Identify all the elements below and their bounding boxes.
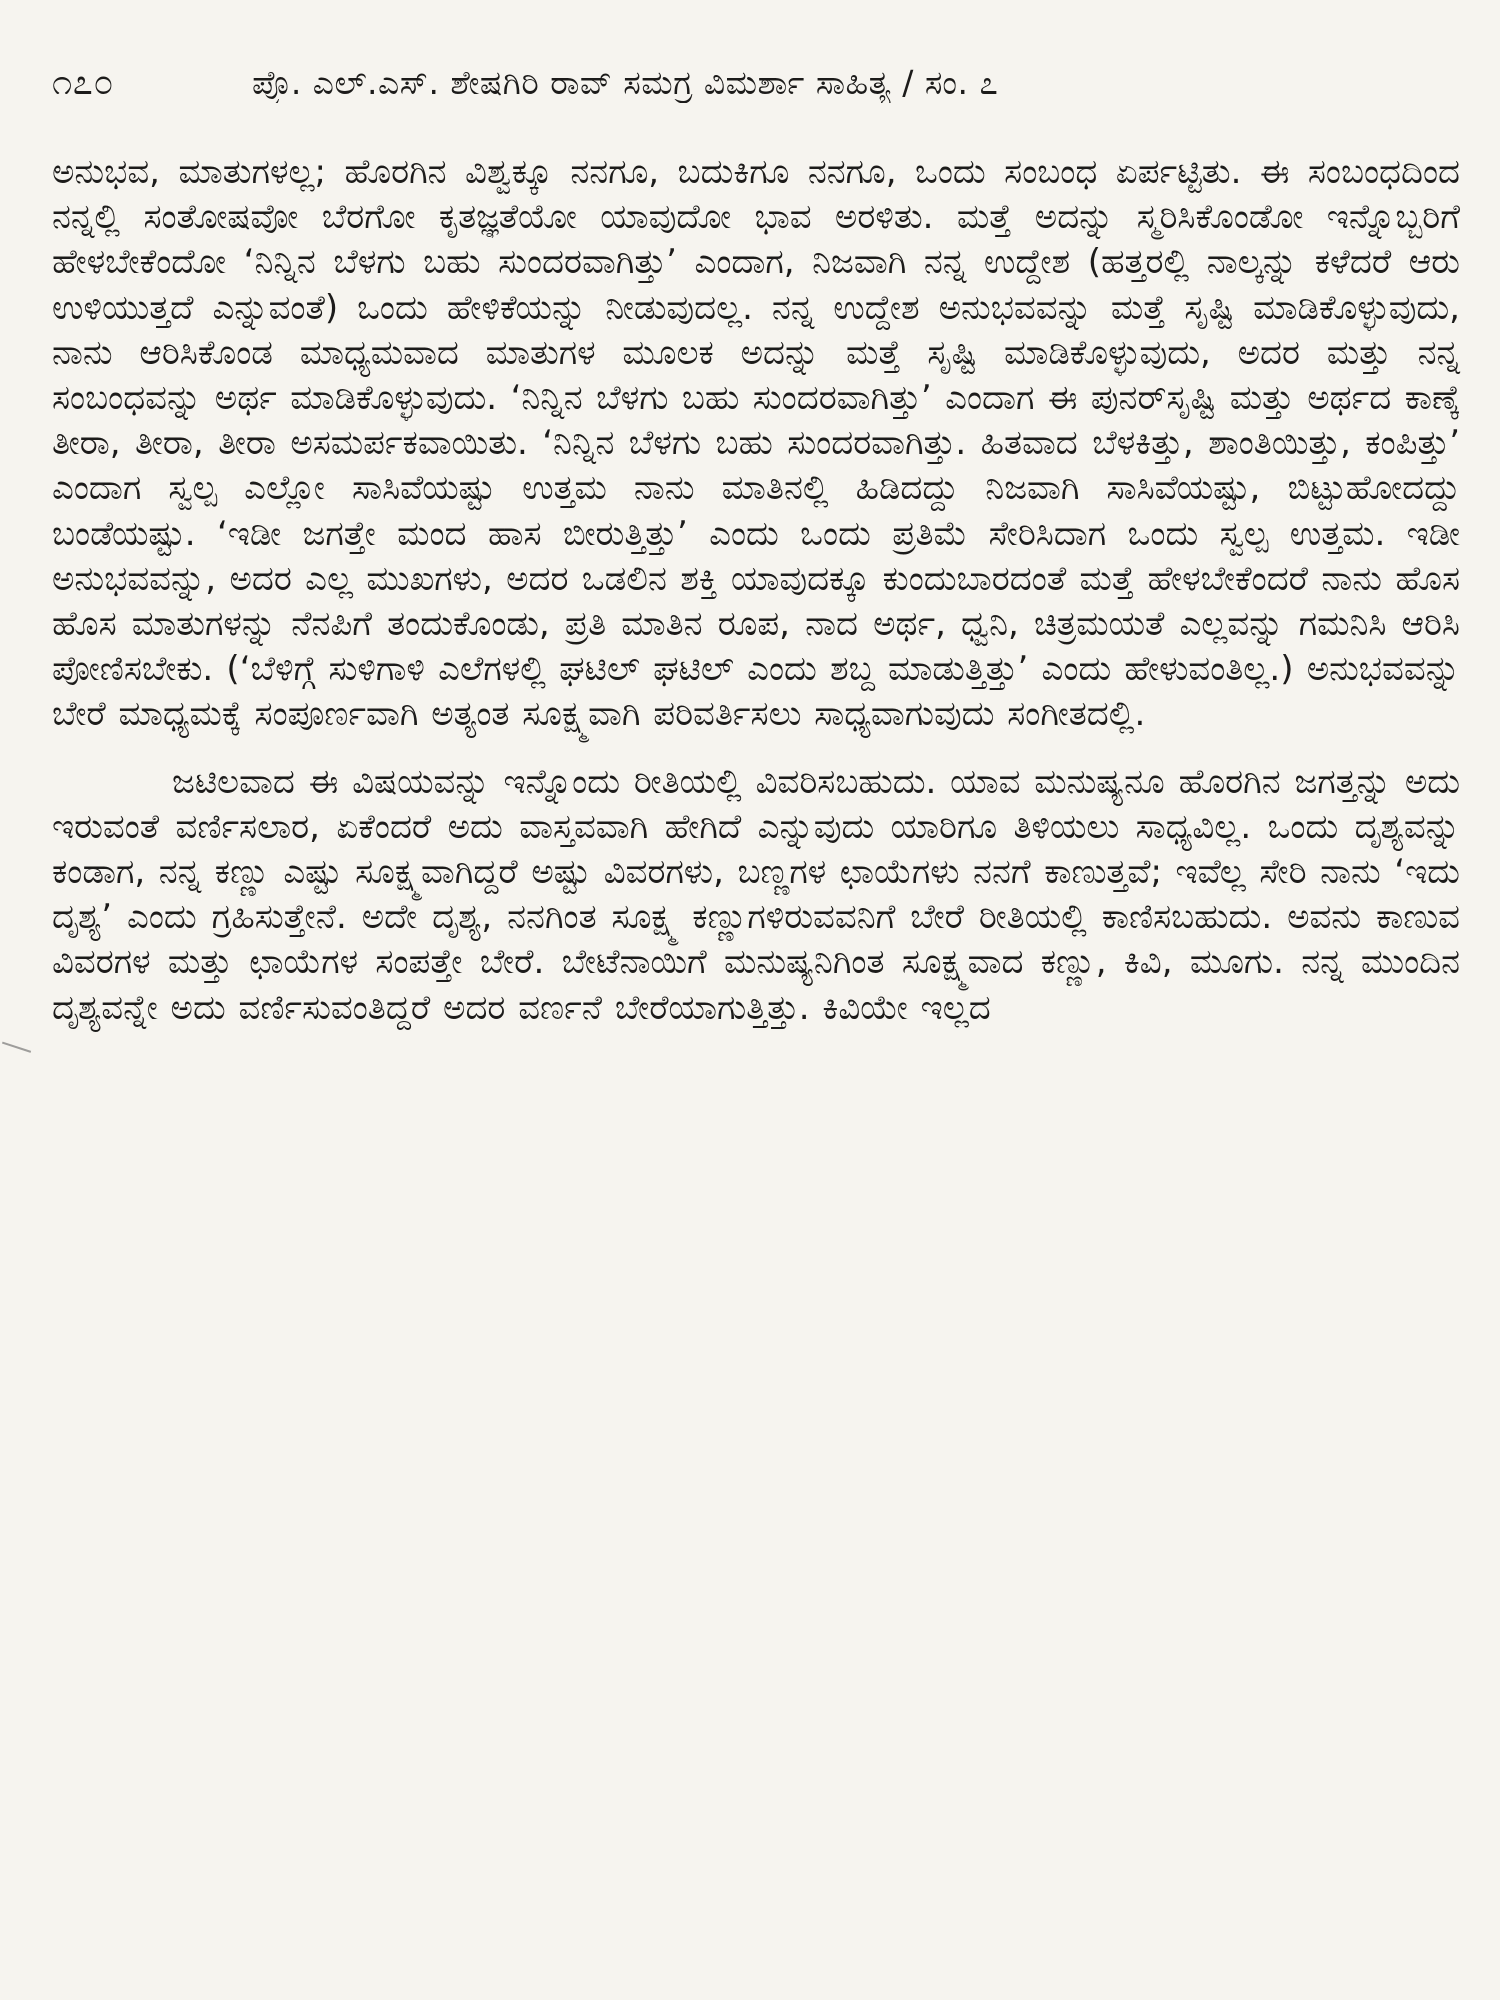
book-title: ಪ್ರೊ. ಎಲ್.ಎಸ್. ಶೇಷಗಿರಿ ರಾವ್ ಸಮಗ್ರ ವಿಮರ್ಶಾ ಸಾಹಿತ್ಯ / ಸಂ. ೭ [252,63,999,102]
body-text [52,150,1460,1031]
paragraph-2: ಜಟಿಲವಾದ ಈ ವಿಷಯವನ್ನು ಇನ್ನೊಂದು ರೀತಿಯಲ್ಲಿ ವಿವರಿಸಬಹುದು. ಯಾವ ಮನುಷ್ಯನೂ ಹೊರಗಿನ ಜಗತ್ತನ್ನು ಅದು ಇರುವಂತೆ ವರ್ಣಿಸಲಾರ, ಏಕೆಂದರೆ ಅದು ವಾಸ್ತವವಾಗಿ ಹೇಗಿದೆ ಎನ್ನುವುದು ಯಾರಿಗೂ ತಿಳಿಯಲು ಸಾಧ್ಯವಿಲ್ಲ. ಒಂದು ದೃಶ್ಯವನ್ನು ಕಂಡಾಗ, ನನ್ನ ಕಣ್ಣು ಎಷ್ಟು ಸೂಕ್ಷ್ಮವಾಗಿದ್ದರೆ ಅಷ್ಟು ವಿವರಗಳು, ಬಣ್ಣಗಳ ಛಾಯೆಗಳು ನನಗೆ ಕಾಣುತ್ತವೆ; ಇವೆಲ್ಲ ಸೇರಿ ನಾನು ‘ಇದು ದೃಶ್ಯ’ ಎಂದು ಗ್ರಹಿಸುತ್ತೇನೆ. ಅದೇ ದೃಶ್ಯ, ನನಗಿಂತ ಸೂಕ್ಷ್ಮ ಕಣ್ಣುಗಳಿರುವವನಿಗೆ ಬೇರೆ ರೀತಿಯಲ್ಲಿ ಕಾಣಿಸಬಹುದು. ಅವನು ಕಾಣುವ ವಿವರಗಳ ಮತ್ತು ಛಾಯೆಗಳ ಸಂಪತ್ತೇ ಬೇರೆ. ಬೇಟೆನಾಯಿಗೆ ಮನುಷ್ಯನಿಗಿಂತ ಸೂಕ್ಷ್ಮವಾದ ಕಣ್ಣು, ಕಿವಿ, ಮೂಗು. ನನ್ನ ಮುಂದಿನ ದೃಶ್ಯವನ್ನೇ ಅದು ವರ್ಣಿಸುವಂತಿದ್ದರೆ ಅದರ ವರ್ಣನೆ ಬೇರೆಯಾಗುತ್ತಿತ್ತು. ಕಿವಿಯೇ ಇಲ್ಲದ [52,761,1460,1028]
running-header [52,62,1460,128]
paragraph-1: ಅನುಭವ, ಮಾತುಗಳಲ್ಲ; ಹೊರಗಿನ ವಿಶ್ವಕ್ಕೂ ನನಗೂ, ಬದುಕಿಗೂ ನನಗೂ, ಒಂದು ಸಂಬಂಧ ಏರ್ಪಟ್ಟಿತು. ಈ ಸಂಬಂಧದಿಂದ ನನ್ನಲ್ಲಿ ಸಂತೋಷವೋ ಬೆರಗೋ ಕೃತಜ್ಞತೆಯೋ ಯಾವುದೋ ಭಾವ ಅರಳಿತು. ಮತ್ತೆ ಅದನ್ನು ಸ್ಮರಿಸಿಕೊಂಡೋ ಇನ್ನೊಬ್ಬರಿಗೆ ಹೇಳಬೇಕೆಂದೋ ‘ನಿನ್ನಿನ ಬೆಳಗು ಬಹು ಸುಂದರವಾಗಿತ್ತು’ ಎಂದಾಗ, ನಿಜವಾಗಿ ನನ್ನ ಉದ್ದೇಶ (ಹತ್ತರಲ್ಲಿ ನಾಲ್ಕನ್ನು ಕಳೆದರೆ ಆರು ಉಳಿಯುತ್ತದೆ ಎನ್ನುವಂತೆ) ಒಂದು ಹೇಳಿಕೆಯನ್ನು ನೀಡುವುದಲ್ಲ. ನನ್ನ ಉದ್ದೇಶ ಅನುಭವವನ್ನು ಮತ್ತೆ ಸೃಷ್ಟಿ ಮಾಡಿಕೊಳ್ಳುವುದು, ನಾನು ಆರಿಸಿಕೊಂಡ ಮಾಧ್ಯಮವಾದ ಮಾತುಗಳ ಮೂಲಕ ಅದನ್ನು ಮತ್ತೆ ಸೃಷ್ಟಿ ಮಾಡಿಕೊಳ್ಳುವುದು, ಅದರ ಮತ್ತು ನನ್ನ ಸಂಬಂಧವನ್ನು ಅರ್ಥ ಮಾಡಿಕೊಳ್ಳುವುದು. ‘ನಿನ್ನಿನ ಬೆಳಗು ಬಹು ಸುಂದರವಾಗಿತ್ತು’ ಎಂದಾಗ ಈ ಪುನರ್‌ಸೃಷ್ಟಿ ಮತ್ತು ಅರ್ಥದ ಕಾಣ್ಕೆ ತೀರಾ, ತೀರಾ, ತೀರಾ ಅಸಮರ್ಪಕವಾಯಿತು. ‘ನಿನ್ನಿನ ಬೆಳಗು ಬಹು ಸುಂದರವಾಗಿತ್ತು. ಹಿತವಾದ ಬೆಳಕಿತ್ತು, ಶಾಂತಿಯಿತ್ತು, ಕಂಪಿತ್ತು’ ಎಂದಾಗ ಸ್ವಲ್ಪ ಎಲ್ಲೋ ಸಾಸಿವೆಯಷ್ಟು ಉತ್ತಮ ನಾನು ಮಾತಿನಲ್ಲಿ ಹಿಡಿದದ್ದು ನಿಜವಾಗಿ ಸಾಸಿವೆಯಷ್ಟು, ಬಿಟ್ಟುಹೋದದ್ದು ಬಂಡೆಯಷ್ಟು. ‘ಇಡೀ ಜಗತ್ತೇ ಮಂದ ಹಾಸ ಬೀರುತ್ತಿತ್ತು’ ಎಂದು ಒಂದು ಪ್ರತಿಮೆ ಸೇರಿಸಿದಾಗ ಒಂದು ಸ್ವಲ್ಪ ಉತ್ತಮ. ಇಡೀ ಅನುಭವವನ್ನು, ಅದರ ಎಲ್ಲ ಮುಖಗಳು, ಅದರ ಒಡಲಿನ ಶಕ್ತಿ ಯಾವುದಕ್ಕೂ ಕುಂದುಬಾರದಂತೆ ಮತ್ತೆ ಹೇಳಬೇಕೆಂದರೆ ನಾನು ಹೊಸ ಹೊಸ ಮಾತುಗಳನ್ನು ನೆನಪಿಗೆ ತಂದುಕೊಂಡು, ಪ್ರತಿ ಮಾತಿನ ರೂಪ, ನಾದ ಅರ್ಥ, ಧ್ವನಿ, ಚಿತ್ರಮಯತೆ ಎಲ್ಲವನ್ನು ಗಮನಿಸಿ ಆರಿಸಿ ಪೋಣಿಸಬೇಕು. (‘ಬೆಳಿಗ್ಗೆ ಸುಳಿಗಾಳಿ ಎಲೆಗಳಲ್ಲಿ ಘಟಿಲ್ ಘಟಿಲ್ ಎಂದು ಶಬ್ದ ಮಾಡುತ್ತಿತ್ತು’ ಎಂದು ಹೇಳುವಂತಿಲ್ಲ.) ಅನುಭವವನ್ನು ಬೇರೆ ಮಾಧ್ಯಮಕ್ಕೆ ಸಂಪೂರ್ಣವಾಗಿ ಅತ್ಯಂತ ಸೂಕ್ಷ್ಮವಾಗಿ ಪರಿವರ್ತಿಸಲು ಸಾಧ್ಯವಾಗುವುದು ಸಂಗೀತದಲ್ಲಿ. [52,152,1461,735]
page-number: ೧೭೦ [52,62,114,103]
